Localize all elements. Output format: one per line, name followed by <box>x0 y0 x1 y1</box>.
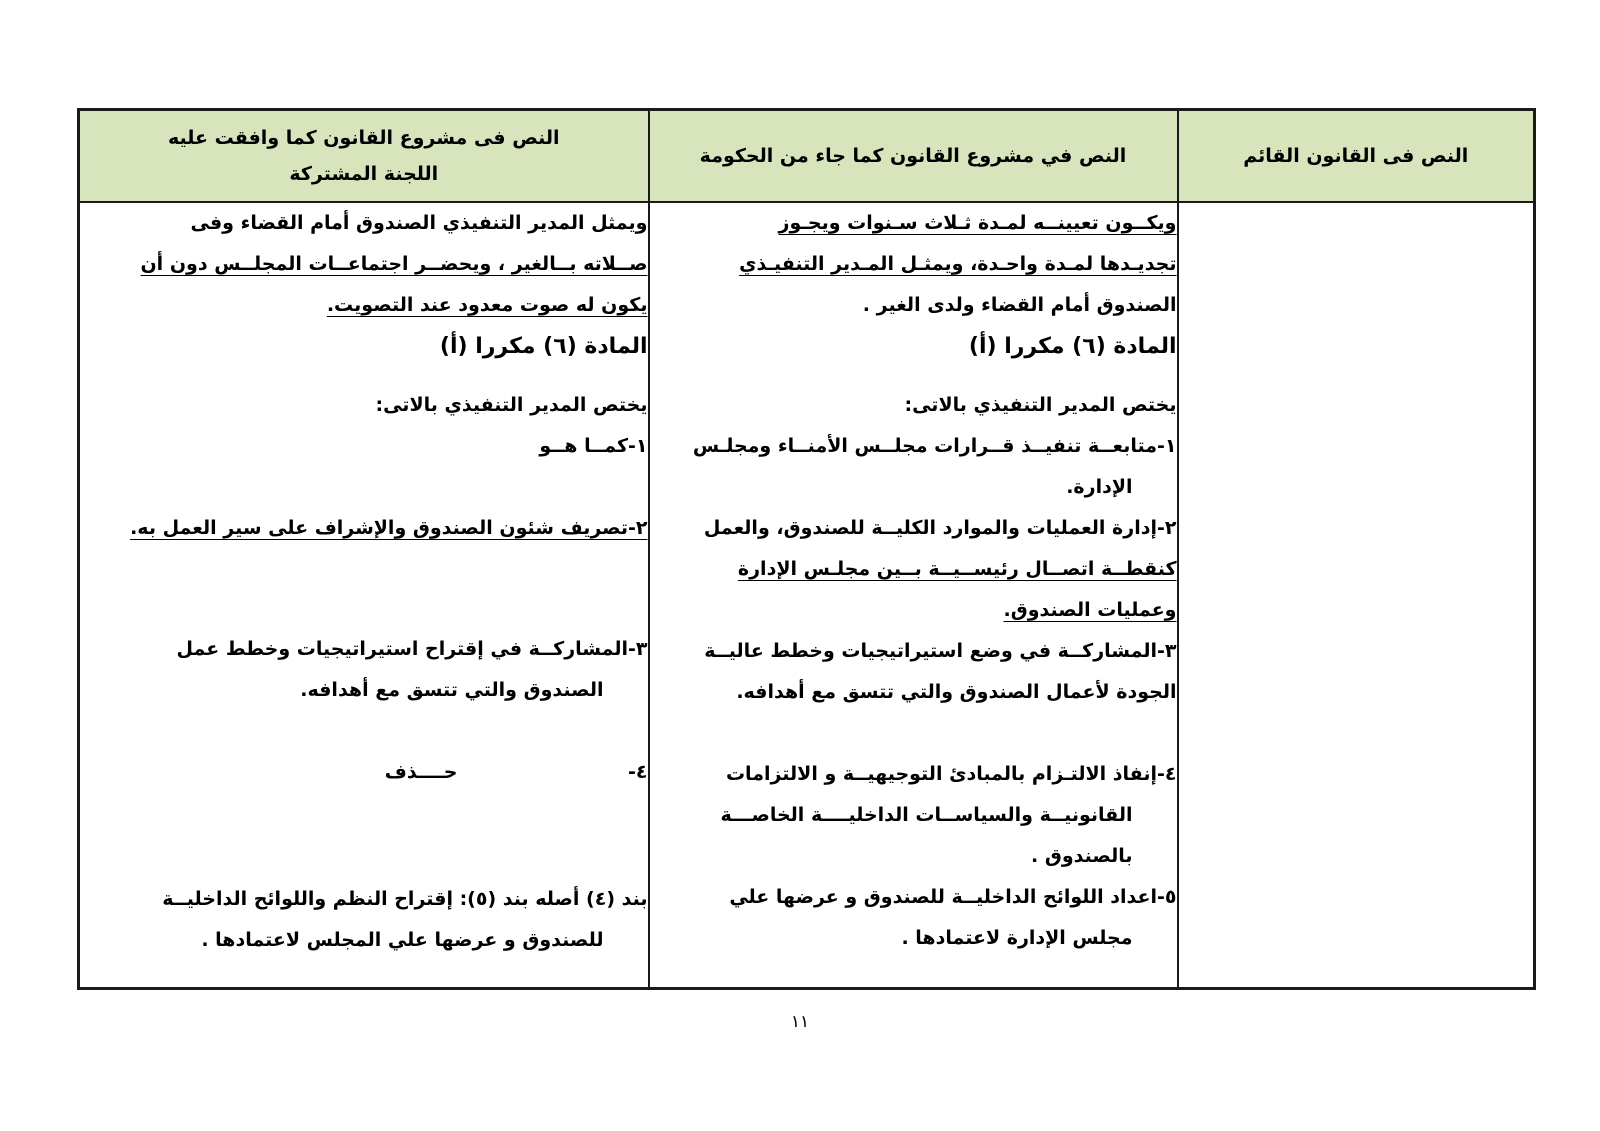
committee-item4-number: ٤- <box>628 761 648 783</box>
gov-item2-line: ٢-إدارة العمليات والموارد الكليــة للصندوق، والعمل <box>703 517 1177 539</box>
committee-item3-line: الصندوق والتي تتسق مع أهدافه. <box>300 679 604 701</box>
header-committee <box>79 110 649 203</box>
committee-item3-line: ٣-المشاركــة في إقتراح استيراتيجيات وخطط عمل <box>176 638 648 660</box>
gov-competence: يختص المدير التنفيذي بالاتى: <box>904 394 1177 416</box>
gov-item3-line: ٣-المشاركــة في وضع استيراتيجيات وخطط عاليــة <box>704 640 1177 662</box>
gov-item3-line: الجودة لأعمال الصندوق والتي تتسق مع أهدافه. <box>736 681 1177 703</box>
committee-article-title: المادة (٦) مكررا (أ) <box>439 334 648 359</box>
gov-intro-line: الصندوق أمام القضاء ولدى الغير . <box>862 294 1177 316</box>
header-government: النص في مشروع القانون كما جاء من الحكومة <box>649 110 1178 203</box>
gov-item5-line: ٥-اعداد اللوائح الداخليــة للصندوق و عرضها علي <box>729 886 1177 908</box>
committee-intro-line: صــلاته بــالغير ، ويحضــر اجتماعــات المجلــس دون أن <box>140 253 648 275</box>
gov-item1-line: ١-متابعــة تنفيــذ قــرارات مجلــس الأمنــاء ومجلـس <box>692 435 1177 457</box>
committee-intro-line: يكون له صوت معدود عند التصويت. <box>326 294 648 316</box>
header-committee-line1: النص فى مشروع القانون كما وافقت عليه <box>167 127 560 149</box>
gov-item2-line: وعمليات الصندوق. <box>1003 599 1177 621</box>
committee-competence: يختص المدير التنفيذي بالاتى: <box>375 394 648 416</box>
committee-item5-line: بند (٤) أصله بند (٥): إقتراح النظم واللوائح الداخليــة <box>162 888 648 910</box>
table-body-row <box>79 202 1535 989</box>
gov-item4-line: ٤-إنفاذ الالتـزام بالمبادئ التوجيهيــة و الالتزامات <box>725 763 1177 785</box>
committee-item2: ٢-تصريف شئون الصندوق والإشراف على سير العمل به. <box>130 517 648 539</box>
committee-intro-line: ويمثل المدير التنفيذي الصندوق أمام القضاء وفى <box>190 212 648 234</box>
committee-item1: ١-كمــا هــو <box>539 435 648 457</box>
committee-item4 <box>80 752 648 793</box>
page-number: ١١ <box>790 1012 810 1032</box>
cell-current-law <box>1178 202 1535 989</box>
gov-article-title: المادة (٦) مكررا (أ) <box>968 334 1177 359</box>
gov-item2-line: كنقطــة اتصــال رئيســيــة بــين مجلـس الإدارة <box>737 558 1177 580</box>
cell-government <box>649 202 1178 989</box>
gov-item4-line: بالصندوق . <box>1031 845 1133 867</box>
header-committee-line2: اللجنة المشتركة <box>289 163 439 185</box>
committee-item5-line: للصندوق و عرضها علي المجلس لاعتمادها . <box>201 929 604 951</box>
cell-committee <box>79 202 649 989</box>
gov-item5-line: مجلس الإدارة لاعتمادها . <box>901 927 1133 949</box>
gov-intro-line: ويكــون تعيينــه لمـدة ثـلاث سـنوات ويجـوز <box>778 212 1177 234</box>
table-header-row <box>79 110 1535 203</box>
gov-item4-line: القانونيــة والسياســات الداخليــــة الخاصـــة <box>720 804 1133 826</box>
gov-intro-line: تجديـدها لمـدة واحـدة، ويمثـل المـدير التنفيـذي <box>739 253 1177 275</box>
comparison-table <box>77 108 1536 990</box>
header-current-law: النص فى القانون القائم <box>1178 110 1535 203</box>
committee-item4-deleted: حــــذف <box>384 761 458 783</box>
gov-item1-line: الإدارة. <box>1066 476 1133 498</box>
